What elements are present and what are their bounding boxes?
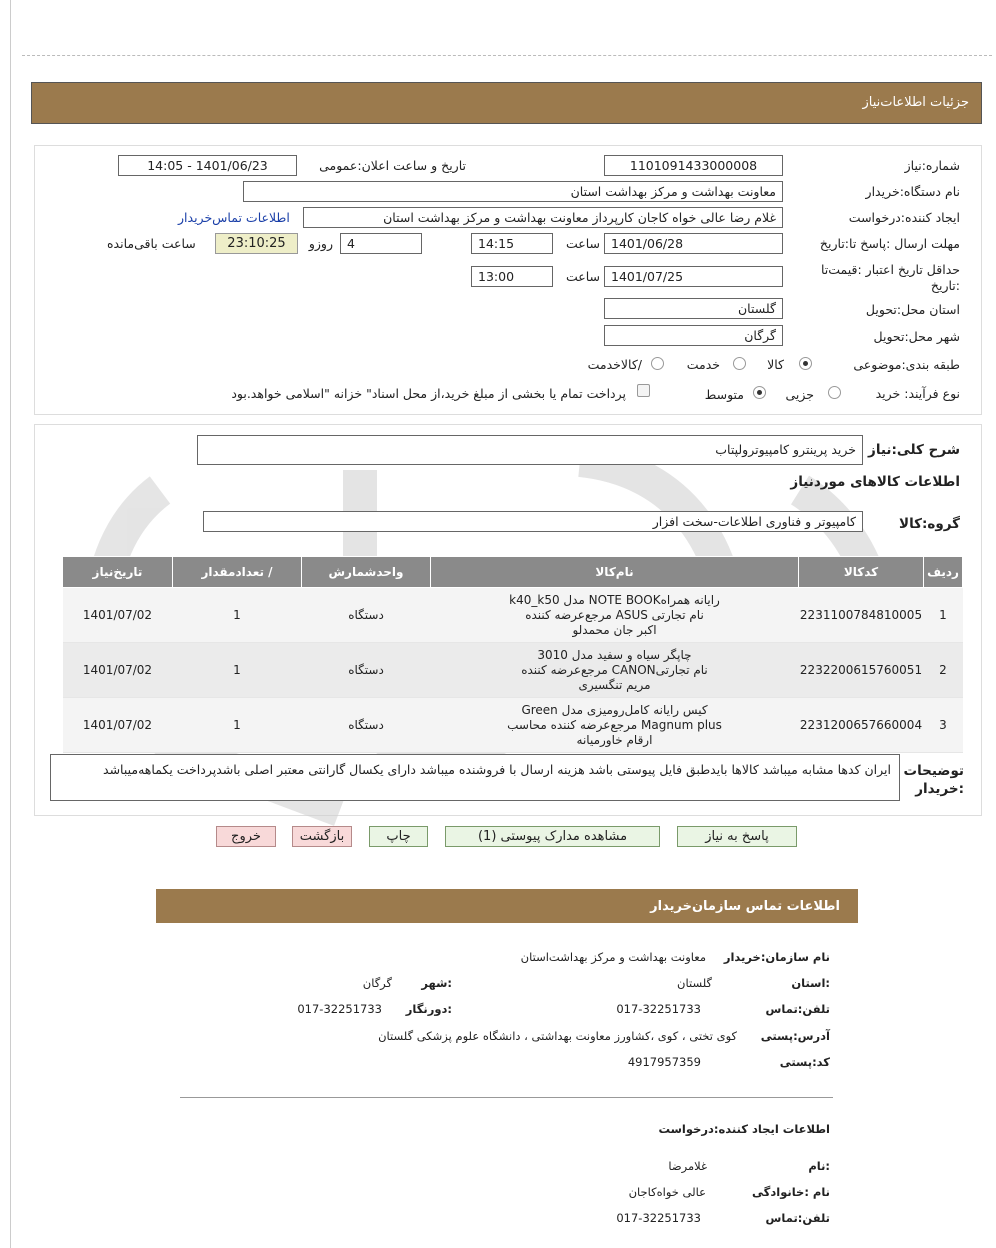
deadline-time-field: 14:15 bbox=[471, 233, 553, 254]
category-option-goods: کالا bbox=[767, 357, 784, 372]
need-number-field: 1101091433000008 bbox=[604, 155, 783, 176]
cell-row: 2 bbox=[924, 643, 963, 698]
cell-qty: 1 bbox=[173, 588, 302, 643]
goods-info-title: اطلاعات کالاهای موردنیاز bbox=[790, 474, 960, 490]
cell-name-line1: کیس رایانه کامل‌رومیزی مدل Green bbox=[521, 702, 708, 717]
province-label: استان محل:تحویل bbox=[865, 302, 960, 317]
validity-time-field: 13:00 bbox=[471, 266, 553, 287]
page-title: جزئیات اطلاعات‌نیاز bbox=[862, 95, 969, 110]
process-option-medium: متوسط bbox=[704, 387, 744, 402]
goods-table bbox=[62, 556, 963, 753]
contact-address-value: کوی تختی ، کوی ،کشاورز معاونت بهداشتی ، دانشگاه علوم پزشکی گلستان bbox=[378, 1029, 737, 1043]
cell-unit: دستگاه bbox=[302, 643, 431, 698]
province-field: گلستان bbox=[604, 298, 783, 319]
buyer-org-field: معاونت بهداشت و مرکز بهداشت استان bbox=[243, 181, 783, 202]
left-border bbox=[10, 0, 11, 1248]
goods-group-label: گروه:کالا bbox=[899, 516, 960, 532]
cell-date: 1401/07/02 bbox=[63, 643, 173, 698]
remaining-label: ساعت باقی‌مانده bbox=[107, 236, 196, 251]
contact-city-value: گرگان bbox=[362, 976, 392, 990]
payment-note: پرداخت تمام یا بخشی از مبلغ خرید،از محل اسناد" خزانه "اسلامی خواهد.بود bbox=[231, 386, 626, 401]
reply-button[interactable]: پاسخ به نیاز bbox=[677, 826, 797, 847]
table-row bbox=[63, 698, 963, 753]
contact-province-value: گلستان bbox=[677, 976, 712, 990]
contact-postal-value: 4917957359 bbox=[627, 1055, 701, 1069]
cell-name bbox=[431, 698, 799, 753]
contact-postal-label: کد:پستی bbox=[779, 1055, 830, 1069]
creator-field: غلام رضا عالی خواه کاجان کارپرداز معاونت بهداشت و مرکز بهداشت استان bbox=[303, 207, 783, 228]
col-code: کدکالا bbox=[799, 557, 924, 588]
buyer-contact-link[interactable]: اطلاعات تماس‌خریدار bbox=[178, 210, 290, 225]
cell-row: 1 bbox=[924, 588, 963, 643]
category-radio-service[interactable] bbox=[733, 357, 746, 370]
top-divider bbox=[22, 55, 992, 56]
col-unit: واحدشمارش bbox=[302, 557, 431, 588]
page-header bbox=[31, 82, 982, 124]
cell-name-line2: Magnum plus مرجع‌عرضه کننده محاسب bbox=[507, 717, 722, 732]
cell-date: 1401/07/02 bbox=[63, 588, 173, 643]
contact-fax-value: 017-32251733 bbox=[297, 1002, 382, 1016]
exit-button[interactable]: خروج bbox=[216, 826, 276, 847]
process-option-minor: جزیی bbox=[785, 387, 814, 402]
days-label: روزو bbox=[308, 236, 333, 251]
cell-unit: دستگاه bbox=[302, 588, 431, 643]
process-label: نوع فرآیند: خرید bbox=[875, 386, 960, 401]
creator-name-value: غلامرضا bbox=[668, 1159, 707, 1173]
validity-date-field: 1401/07/25 bbox=[604, 266, 783, 287]
col-name: نام‌کالا bbox=[431, 557, 799, 588]
cell-name-line3: ارقام خاورمیانه bbox=[576, 732, 653, 747]
contact-header bbox=[156, 889, 858, 923]
cell-name-line1: رایانه همراهNOTE BOOK مدل k40_k50 bbox=[509, 592, 720, 607]
deadline-date-field: 1401/06/28 bbox=[604, 233, 783, 254]
deadline-label: مهلت ارسال :پاسخ تا:تاریخ bbox=[819, 236, 960, 251]
cell-qty: 1 bbox=[173, 643, 302, 698]
table-row bbox=[63, 643, 963, 698]
cell-unit: دستگاه bbox=[302, 698, 431, 753]
contact-phone-value: 017-32251733 bbox=[616, 1002, 701, 1016]
creator-label: ایجاد کننده:درخواست bbox=[848, 210, 960, 225]
cell-name bbox=[431, 588, 799, 643]
cell-code: 2231100784810005 bbox=[799, 588, 924, 643]
col-qty: / تعدادمقدار bbox=[173, 557, 302, 588]
contact-city-label: :شهر bbox=[421, 976, 452, 990]
validity-time-label: ساعت bbox=[565, 269, 600, 284]
contact-org-label: نام سازمان:خریدار bbox=[723, 950, 830, 964]
category-radio-both[interactable] bbox=[651, 357, 664, 370]
contact-title: اطلاعات تماس سازمان‌خریدار bbox=[650, 899, 840, 914]
cell-name bbox=[431, 643, 799, 698]
cell-name-line3: اکبر جان محمدلو bbox=[572, 622, 657, 637]
cell-code: 2231200657660004 bbox=[799, 698, 924, 753]
col-date: تاریخ‌نیاز bbox=[63, 557, 173, 588]
city-field: گرگان bbox=[604, 325, 783, 346]
cell-name-line1: چاپگر سیاه و سفید مدل 3010 bbox=[537, 647, 692, 662]
contact-phone-label: تلفن:تماس bbox=[765, 1002, 830, 1016]
contact-org-value: معاونت بهداشت و مرکز بهداشت‌استان bbox=[520, 950, 706, 964]
creator-phone-value: 017-32251733 bbox=[616, 1211, 701, 1225]
cell-date: 1401/07/02 bbox=[63, 698, 173, 753]
category-radio-goods[interactable] bbox=[799, 357, 812, 370]
table-row bbox=[63, 588, 963, 643]
back-button[interactable]: بازگشت bbox=[292, 826, 352, 847]
announce-field: 1401/06/23 - 14:05 bbox=[118, 155, 297, 176]
goods-group-field: کامپیوتر و فناوری اطلاعات-سخت افزار bbox=[203, 511, 863, 532]
cell-code: 2232200615760051 bbox=[799, 643, 924, 698]
cell-name-line2: نام تجارتیCANON مرجع‌عرضه کننده bbox=[521, 662, 708, 677]
general-desc-label: شرح کلی:نیاز bbox=[868, 442, 960, 458]
process-radio-minor[interactable] bbox=[828, 386, 841, 399]
creator-family-label: نام :خانوادگی bbox=[752, 1185, 830, 1199]
buyer-notes-label: توضیحات :خریدار bbox=[903, 763, 964, 797]
validity-label: حداقل تاریخ اعتبار :قیمت‌تا :تاریخ bbox=[820, 262, 960, 293]
creator-phone-label: تلفن:تماس bbox=[765, 1211, 830, 1225]
cell-name-line2: نام تجارتی ASUS مرجع‌عرضه کننده bbox=[525, 607, 704, 622]
deadline-time-label: ساعت bbox=[565, 236, 600, 251]
announce-label: تاریخ و ساعت اعلان:عمومی bbox=[319, 158, 466, 173]
category-label: طبقه بندی:موضوعی bbox=[853, 357, 960, 372]
category-option-service: خدمت bbox=[686, 357, 720, 372]
city-label: شهر محل:تحویل bbox=[873, 329, 960, 344]
contact-address-label: آدرس:پستی bbox=[760, 1029, 830, 1043]
general-desc-field: خرید پرینترو کامپیوترولپتاب bbox=[197, 435, 863, 465]
cell-row: 3 bbox=[924, 698, 963, 753]
buyer-org-label: نام دستگاه:خریدار bbox=[865, 184, 960, 199]
table-header-row bbox=[63, 557, 963, 588]
category-option-both: /کالاخدمت bbox=[587, 357, 642, 372]
buyer-notes-field: ایران کدها مشابه میباشد کالاها بایدطبق فایل پیوستی باشد هزینه ارسال با فروشنده میباشد دارای یکسال گارانتی معتبر اصلی باشدپرداخت یکماهه‌میباشد bbox=[50, 754, 900, 801]
contact-fax-label: :دورنگار bbox=[405, 1002, 452, 1016]
deadline-days-field: 4 bbox=[340, 233, 422, 254]
view-attachments-button[interactable]: مشاهده مدارک پیوستی (1) bbox=[445, 826, 660, 847]
cell-qty: 1 bbox=[173, 698, 302, 753]
process-radio-medium[interactable] bbox=[753, 386, 766, 399]
creator-name-label: :نام bbox=[808, 1159, 830, 1173]
contact-divider bbox=[180, 1097, 833, 1098]
payment-checkbox[interactable] bbox=[637, 384, 650, 397]
need-number-label: شماره:نیاز bbox=[904, 158, 960, 173]
creator-family-value: عالی خواه‌کاجان bbox=[628, 1185, 706, 1199]
creator-info-title: اطلاعات ایجاد کننده:درخواست bbox=[658, 1122, 830, 1136]
print-button[interactable]: چاپ bbox=[369, 826, 428, 847]
col-row: ردیف bbox=[924, 557, 963, 588]
cell-name-line3: مریم تنگسیری bbox=[578, 677, 651, 692]
contact-province-label: :استان bbox=[791, 976, 830, 990]
remaining-timer: 23:10:25 bbox=[215, 233, 298, 254]
